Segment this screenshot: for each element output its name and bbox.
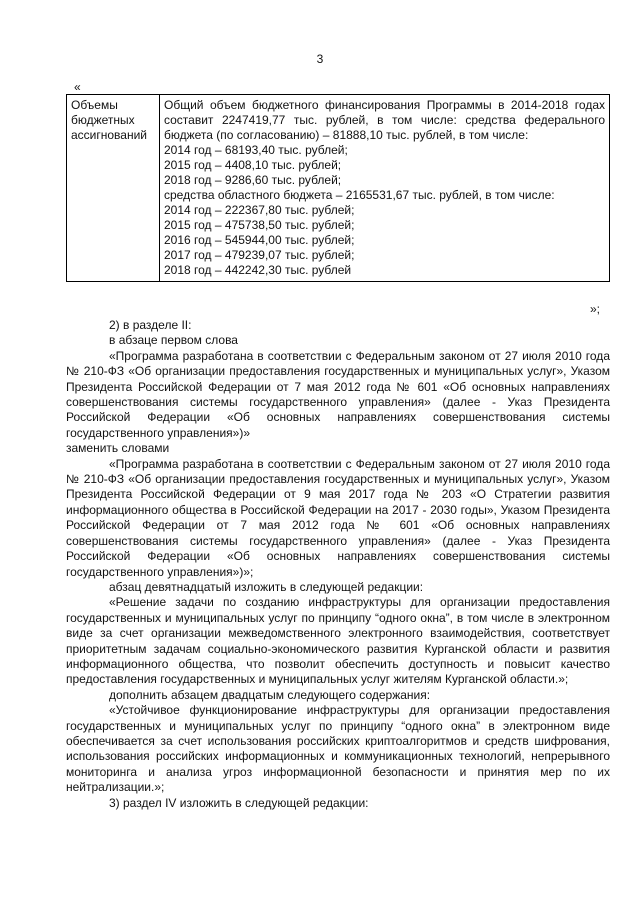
table-row bbox=[67, 95, 610, 282]
paragraph: заменить словами bbox=[66, 441, 170, 456]
paragraph: «Устойчивое функционирование инфраструктуры для организации предоставления государственных и муниципальных услуг по принципу “одного окна” в электронном виде обеспечивается за счет использования российских криптоалгоритмов и средств шифрования, использования российских информационных и коммуникационных технологий, непрерывного мониторинга и анализа угроз информационной безопасности и принятия мер по их нейтрализации.»; bbox=[66, 703, 610, 795]
paragraph: в абзаце первом слова bbox=[109, 333, 238, 348]
paragraph: дополнить абзацем двадцатым следующего содержания: bbox=[109, 687, 431, 702]
table-line: 2015 год – 4408,10 тыс. рублей; bbox=[164, 158, 342, 172]
paragraph: 3) раздел IV изложить в следующей редакции: bbox=[109, 795, 369, 810]
table-line: 2018 год – 442242,30 тыс. рублей bbox=[164, 263, 352, 277]
table-line: средства областного бюджета – 2165531,67 тыс. рублей, в том числе: bbox=[164, 188, 555, 202]
paragraph: абзац девятнадцатый изложить в следующей редакции: bbox=[109, 579, 424, 594]
table-line: 2016 год – 545944,00 тыс. рублей; bbox=[164, 233, 355, 247]
closing-quote: »; bbox=[590, 302, 601, 316]
table-line: Общий объем бюджетного финансирования Программы в 2014-2018 годах составит 2247419,77 тыс. рублей, в том числе: средства федерального бюджета (по согласованию) – 81888,10 тыс. рублей, в том числе: bbox=[164, 98, 605, 142]
table-label-cell: Объемы бюджетных ассигнований bbox=[67, 95, 160, 282]
table-content-cell bbox=[160, 95, 610, 282]
opening-quote: « bbox=[74, 80, 81, 94]
page-number: 3 bbox=[316, 52, 324, 66]
table-line: 2018 год – 9286,60 тыс. рублей; bbox=[164, 173, 342, 187]
table-line: 2015 год – 475738,50 тыс. рублей; bbox=[164, 218, 355, 232]
paragraph: 2) в разделе II: bbox=[109, 318, 192, 332]
table-line: 2014 год – 222367,80 тыс. рублей; bbox=[164, 203, 355, 217]
document-body bbox=[66, 318, 610, 811]
table-line: 2014 год – 68193,40 тыс. рублей; bbox=[164, 143, 348, 157]
paragraph: «Программа разработана в соответствии с Федеральным законом от 27 июля 2010 года № 210-ФЗ «Об организации предоставления государственных и муниципальных услуг», Указом Президента Российской Федерации от 9 мая 2017 года № 203 «О Стратегии развития информационного общества в Российской Федерации на 2017 - 2030 годы», Указом Президента Российской Федерации от 7 мая 2012 года № 601 «Об основных направлениях совершенствования системы государственного управления» (далее - Указ Президента Российской Федерации «Об основных направлениях совершенствования системы государственного управления»)»; bbox=[66, 456, 610, 579]
paragraph: «Программа разработана в соответствии с Федеральным законом от 27 июля 2010 года № 210-ФЗ «Об организации предоставления государственных и муниципальных услуг», Указом Президента Российской Федерации от 7 мая 2012 года № 601 «Об основных направлениях совершенствования системы государственного управления» (далее - Указ Президента Российской Федерации «Об основных направлениях совершенствования системы государственного управления»)» bbox=[66, 348, 610, 440]
table-line: 2017 год – 479239,07 тыс. рублей; bbox=[164, 248, 355, 262]
budget-table bbox=[66, 94, 610, 282]
paragraph: «Решение задачи по созданию инфраструктуры для организации предоставления государственных и муниципальных услуг по принципу “одного окна”, в том числе в электронном виде за счет организации межведомственного электронного взаимодействия, соответствует приоритетным задачам социально-экономического развития Курганской области и развития информационного общества, что позволит обеспечить доступность и повысит качество предоставления государственных и муниципальных услуг жителям Курганской области.»; bbox=[66, 595, 610, 687]
